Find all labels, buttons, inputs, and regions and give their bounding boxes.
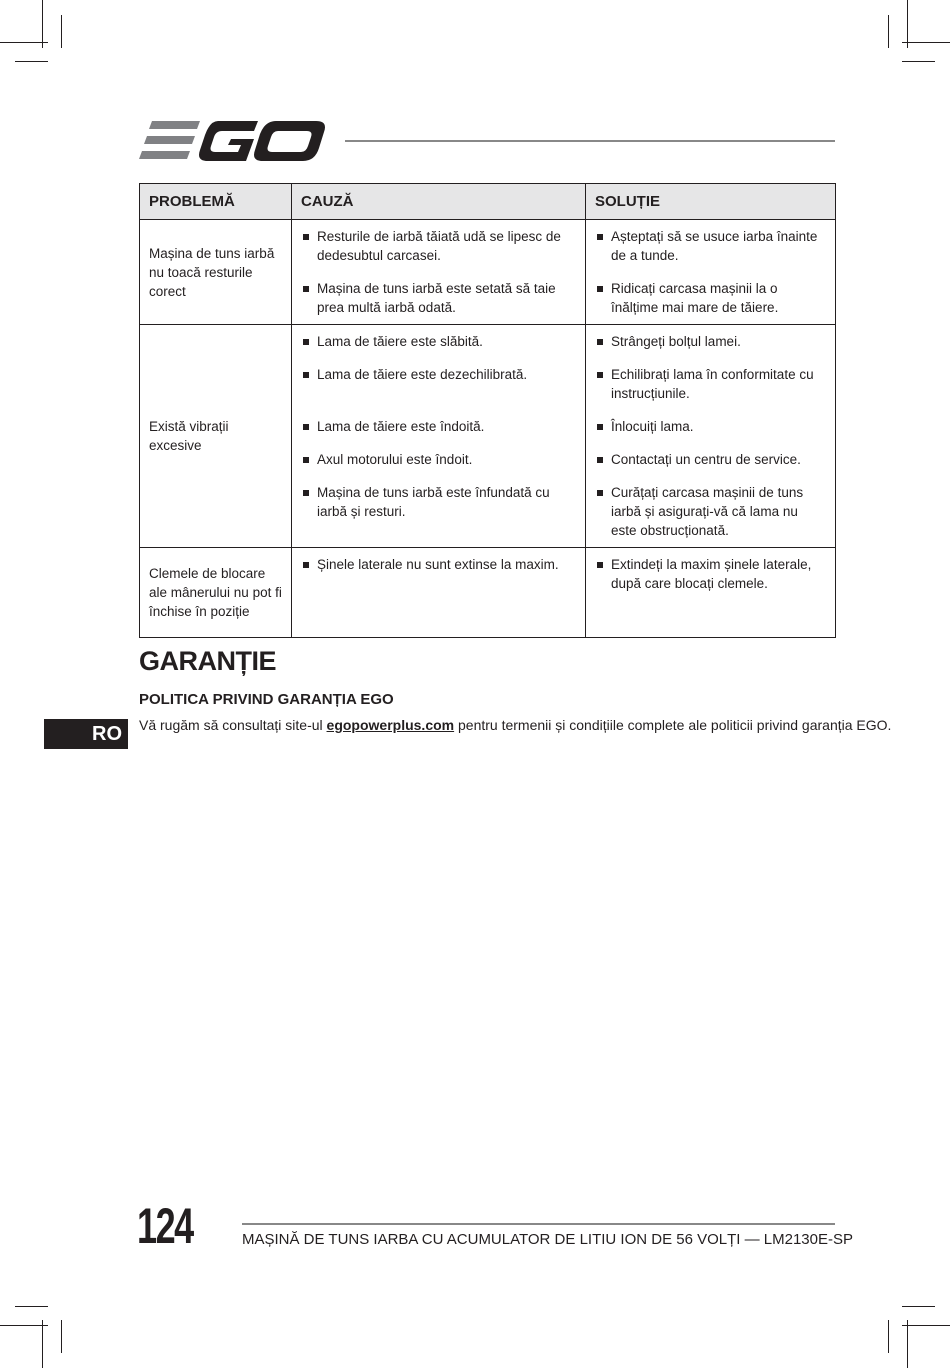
warranty-link[interactable]: egopowerplus.com xyxy=(326,717,455,733)
cause-item: Lama de tăiere este îndoită. xyxy=(301,417,577,436)
crop-mark xyxy=(0,1325,48,1326)
crop-mark xyxy=(902,1325,950,1326)
solution-cell xyxy=(586,220,836,325)
solution-item: Înlocuiți lama. xyxy=(595,417,827,436)
crop-mark xyxy=(15,61,48,62)
crop-mark xyxy=(15,1306,48,1307)
solution-item: Echilibrați lama în conformitate cu instrucțiunile. xyxy=(595,365,827,403)
table-row xyxy=(140,220,836,325)
solution-item: Curățați carcasa mașinii de tuns iarbă și asigurați-vă că lama nu este obstrucționată. xyxy=(595,483,827,540)
solution-item: Ridicați carcasa mașinii la o înălțime mai mare de tăiere. xyxy=(595,279,827,317)
problem-cell xyxy=(140,220,292,325)
cause-item: Axul motorului este îndoit. xyxy=(301,450,577,469)
language-tab: RO xyxy=(44,719,128,749)
header-solution: SOLUȚIE xyxy=(586,184,836,220)
table-header-row xyxy=(140,184,836,220)
warranty-title: GARANȚIE xyxy=(139,646,276,676)
cause-item: Mașina de tuns iarbă este înfundată cu iarbă și resturi. xyxy=(301,483,577,521)
solution-cell xyxy=(586,325,836,548)
cause-cell xyxy=(292,325,586,548)
cause-cell xyxy=(292,220,586,325)
footer-rule xyxy=(242,1223,835,1225)
problem-cell: Există vibrații excesive xyxy=(140,325,292,548)
cause-item: Lama de tăiere este slăbită. xyxy=(301,332,577,351)
warranty-text xyxy=(139,717,891,733)
solution-item: Extindeți la maxim șinele laterale, după care blocați clemele. xyxy=(595,555,827,593)
problem-cell xyxy=(140,548,292,638)
problem-text: Mașina de tuns iarbă nu toacă resturile corect xyxy=(149,245,275,299)
crop-mark xyxy=(42,1320,43,1368)
cause-item: Resturile de iarbă tăiată udă se lipesc de dedesubtul carcasei. xyxy=(301,227,577,265)
crop-mark xyxy=(61,1320,62,1353)
crop-mark xyxy=(888,1320,889,1353)
header-rule xyxy=(345,140,835,142)
crop-mark xyxy=(907,0,908,48)
crop-mark xyxy=(42,0,43,48)
troubleshooting-table xyxy=(139,183,836,638)
crop-mark xyxy=(902,42,950,43)
crop-mark xyxy=(61,15,62,48)
footer-title: MAȘINĂ DE TUNS IARBA CU ACUMULATOR DE LITIU ION DE 56 VOLȚI — LM2130E-SP xyxy=(242,1231,853,1248)
crop-mark xyxy=(902,1306,935,1307)
cause-cell xyxy=(292,548,586,638)
cause-item: Șinele laterale nu sunt extinse la maxim. xyxy=(301,555,577,574)
header-cause: CAUZĂ xyxy=(292,184,586,220)
table-row xyxy=(140,325,836,548)
solution-item: Așteptați să se usuce iarba înainte de a tunde. xyxy=(595,227,827,265)
table-row xyxy=(140,548,836,638)
warranty-text-before: Vă rugăm să consultați site-ul xyxy=(139,717,327,733)
crop-mark xyxy=(907,1320,908,1368)
crop-mark xyxy=(902,61,935,62)
warranty-text-after: pentru termenii și condițiile complete ale politicii privind garanția EGO. xyxy=(454,717,892,733)
cause-item: Mașina de tuns iarbă este setată să taie prea multă iarbă odată. xyxy=(301,279,577,317)
header-problem: PROBLEMĂ xyxy=(140,184,292,220)
solution-item: Contactați un centru de service. xyxy=(595,450,827,469)
crop-mark xyxy=(0,42,48,43)
ego-logo xyxy=(138,118,328,164)
solution-cell xyxy=(586,548,836,638)
solution-item: Strângeți bolțul lamei. xyxy=(595,332,827,351)
page-number: 124 xyxy=(137,1198,193,1254)
cause-item: Lama de tăiere este dezechilibrată. xyxy=(301,365,577,384)
problem-text: Clemele de blocare ale mânerului nu pot fi închise în poziție xyxy=(149,566,282,619)
crop-mark xyxy=(888,15,889,48)
warranty-subtitle: POLITICA PRIVIND GARANȚIA EGO xyxy=(139,691,394,708)
